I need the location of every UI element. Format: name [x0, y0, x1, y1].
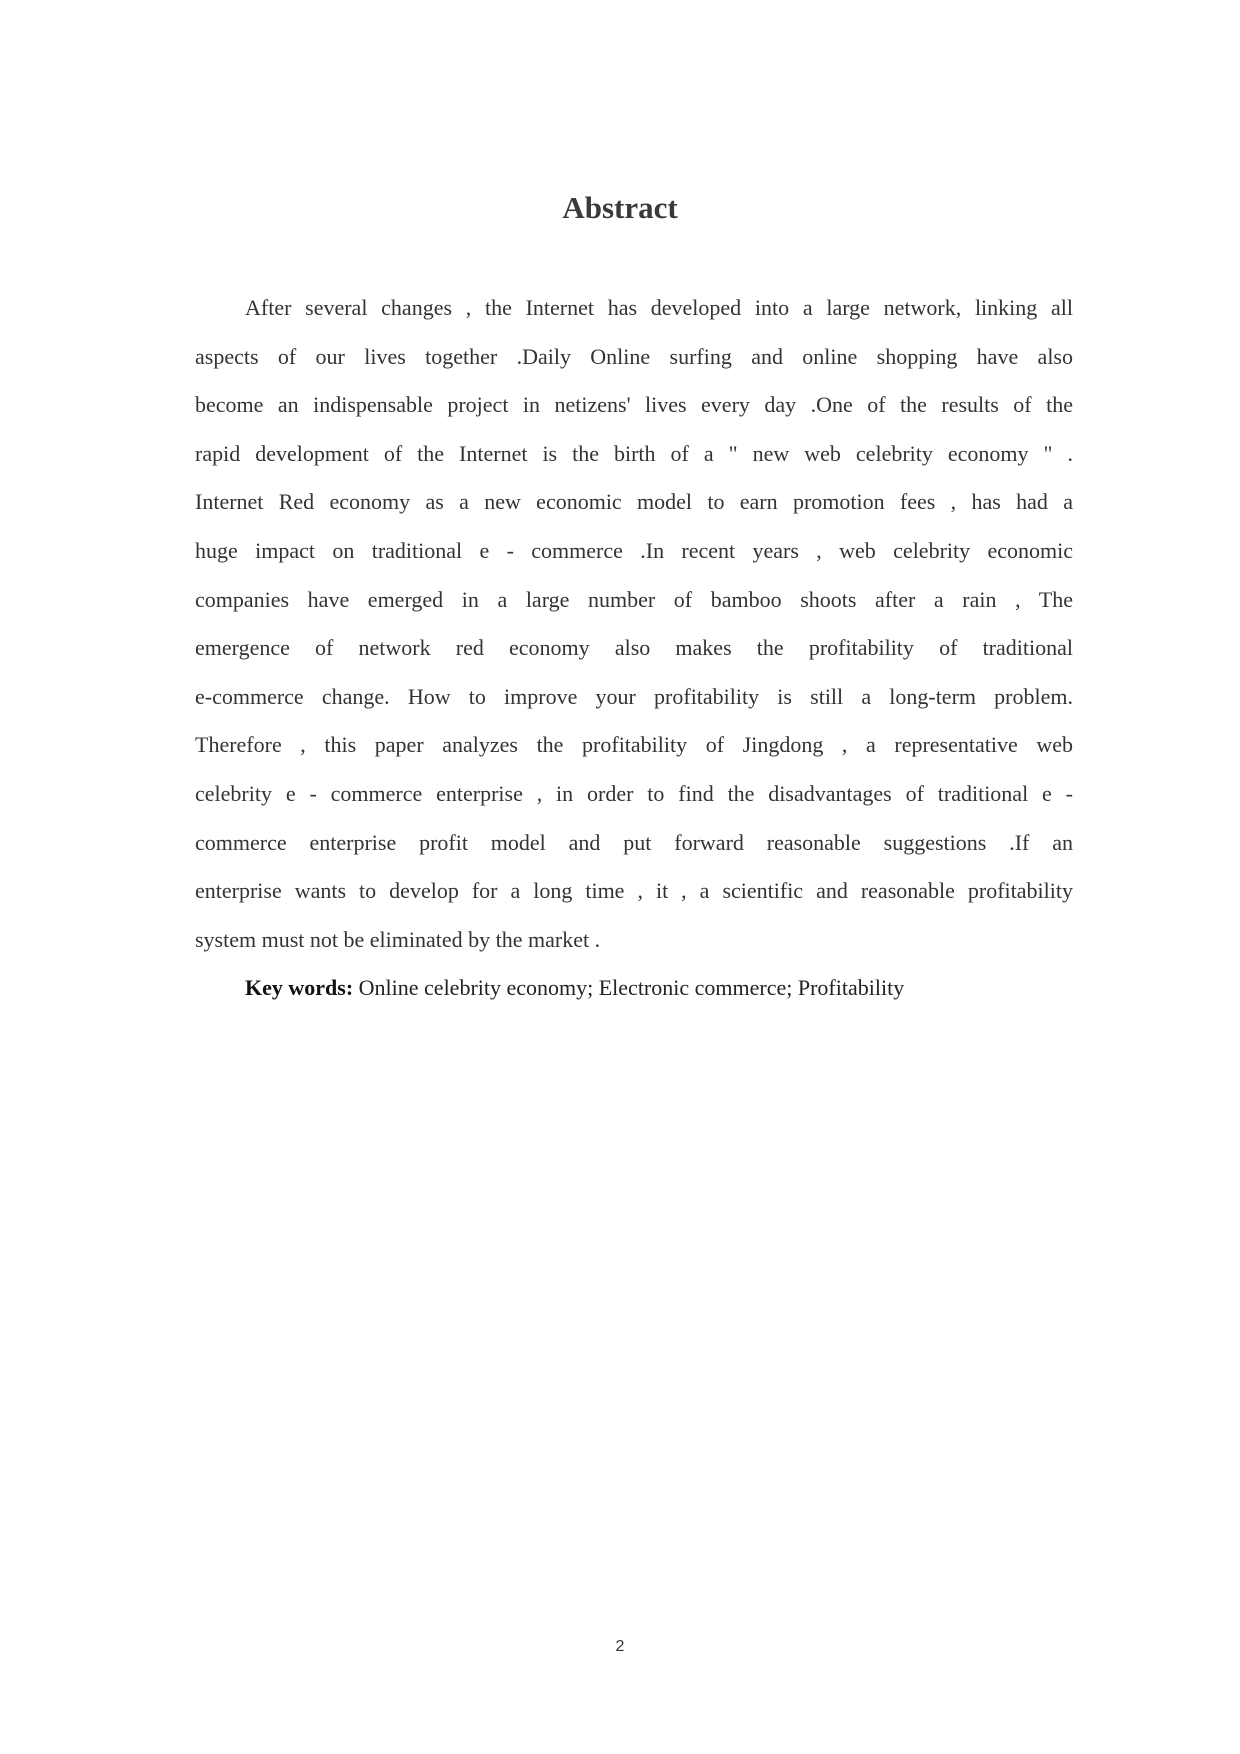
abstract-line: e-commerce change. How to improve your profitability is still a long-term problem.: [195, 683, 1073, 709]
abstract-line: aspects of our lives together .Daily Online surfing and online shopping have also: [195, 343, 1073, 369]
abstract-line: celebrity e - commerce enterprise , in order to find the disadvantages of traditional e -: [195, 780, 1073, 806]
abstract-line: After several changes , the Internet has developed into a large network, linking all: [245, 295, 1073, 320]
abstract-line: commerce enterprise profit model and put forward reasonable suggestions .If an: [195, 829, 1073, 855]
keywords-value: Online celebrity economy; Electronic commerce; Profitability: [353, 975, 905, 1001]
abstract-line: Therefore , this paper analyzes the profitability of Jingdong , a representative web: [195, 732, 1073, 758]
abstract-line: system must not be eliminated by the market .: [195, 926, 601, 952]
abstract-line: become an indispensable project in netizens' lives every day .One of the results of the: [195, 392, 1073, 418]
abstract-paragraph: [195, 284, 1073, 964]
abstract-line: enterprise wants to develop for a long time , it , a scientific and reasonable profitability: [195, 878, 1073, 904]
keywords: [195, 964, 1073, 1013]
abstract-line: Internet Red economy as a new economic model to earn promotion fees , has had a: [195, 489, 1073, 515]
abstract-line: huge impact on traditional e - commerce .In recent years , web celebrity economic: [195, 537, 1073, 563]
abstract-line: emergence of network red economy also makes the profitability of traditional: [195, 635, 1073, 661]
abstract-line: companies have emerged in a large number of bamboo shoots after a rain , The: [195, 586, 1073, 612]
abstract-body: [195, 284, 1073, 1013]
keywords-label: Key words:: [245, 975, 354, 1001]
abstract-line: rapid development of the Internet is the birth of a " new web celebrity economy " .: [195, 440, 1073, 466]
page-number: 2: [615, 1638, 625, 1655]
page-title: Abstract: [562, 190, 678, 225]
